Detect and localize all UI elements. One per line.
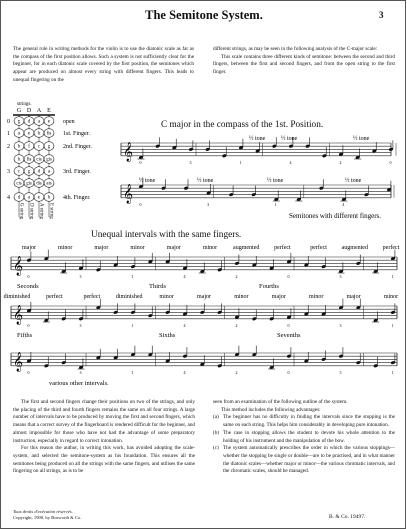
- svg-text:1: 1: [131, 370, 134, 375]
- fingerboard-note: a: [27, 195, 31, 201]
- rights-notice: Tous droits d'exécution réservés.: [13, 509, 73, 514]
- svg-text:0: 0: [27, 323, 30, 328]
- bottom-right-intro: This method includes the following advantages:: [221, 406, 321, 413]
- svg-text:1: 1: [391, 323, 394, 328]
- svg-text:0: 0: [287, 370, 290, 375]
- interval-label: minor: [383, 294, 399, 300]
- svg-text:2: 2: [235, 323, 238, 328]
- finger-label: 4th. Finger.: [63, 195, 91, 201]
- interval-label: diminished: [3, 294, 31, 300]
- intervals-staff-1: [9, 242, 399, 290]
- svg-text:3: 3: [339, 370, 342, 375]
- list-item: (a) The beginner has no difficulty in finding the intervals since the stopping is the same on each string. This helps him considerably in developing pure intonation.: [213, 414, 395, 429]
- fingerboard-note: d: [17, 195, 21, 201]
- fingerboard-note: cis: [16, 181, 22, 187]
- svg-text:0: 0: [27, 370, 30, 375]
- fingerboard-note: b: [17, 144, 21, 150]
- interval-label: minor: [202, 245, 218, 251]
- half-tone-label: ½ tone: [281, 136, 298, 142]
- finger-number: 2: [7, 144, 10, 150]
- finger-number: 3: [7, 169, 10, 175]
- svg-text:3: 3: [339, 323, 342, 328]
- interval-label: major: [271, 294, 286, 300]
- interval-name: Fourths: [259, 283, 279, 290]
- svg-text:4: 4: [289, 160, 292, 165]
- svg-text:3: 3: [189, 160, 192, 165]
- fingerboard-note: d: [27, 119, 31, 125]
- bottom-left-text: [13, 399, 195, 476]
- treble-clef: 𝄞: [13, 256, 24, 275]
- svg-text:0: 0: [139, 202, 142, 207]
- svg-text:0: 0: [139, 160, 142, 165]
- bottom-right-line: seen from an examination of the following outline of the system.: [213, 399, 348, 405]
- fingerboard-note: c: [17, 169, 21, 175]
- advantages-list: [213, 414, 395, 476]
- interval-name: Sixths: [159, 332, 176, 339]
- unequal-heading: Unequal intervals with the same fingers.: [91, 230, 242, 240]
- intervals-staff-3: [9, 341, 399, 387]
- treble-clef: 𝄞: [13, 352, 24, 371]
- interval-label: minor: [159, 294, 174, 300]
- fingerboard-note: e: [37, 195, 41, 201]
- fingerboard-note: d: [37, 169, 41, 175]
- half-tone-label: ½ tone: [139, 178, 156, 184]
- interval-name: various other intervals.: [49, 380, 109, 387]
- fingerboard-note: dis: [36, 181, 42, 187]
- string-name: D: [26, 108, 32, 114]
- finger-label: 3rd. Finger.: [63, 169, 91, 175]
- svg-text:0: 0: [27, 274, 30, 279]
- finger-number: 0: [7, 119, 10, 125]
- semitones-staff: [119, 177, 397, 220]
- svg-text:0: 0: [287, 274, 290, 279]
- svg-text:0: 0: [287, 323, 290, 328]
- fingerboard-note: cis: [36, 157, 42, 163]
- string-name: G: [16, 108, 22, 114]
- fingerboard-note: gis: [26, 181, 32, 187]
- svg-text:4: 4: [183, 370, 186, 375]
- string-caption: G string: [18, 203, 24, 220]
- svg-text:4: 4: [183, 323, 186, 328]
- intervals-staff-2: [3, 291, 399, 339]
- finger-number: 4: [7, 195, 10, 201]
- intro-left-text: The general rule in writing methods for the violin is to use the diatonic scale as far as the compass of the first position allows. Such a system is not sufficiently clear for the beginner, for in each diatonic scale covered by the first position, the semitones which appear are produced on almost every string with different fingers. This leads to unequal fingering on the: [13, 46, 194, 83]
- fingerboard-note: a: [17, 131, 21, 137]
- finger-label: open: [63, 119, 75, 125]
- svg-text:2: 2: [235, 274, 238, 279]
- interval-label: minor: [309, 294, 324, 300]
- fingerboard-note: gis: [46, 157, 52, 163]
- svg-text:1: 1: [274, 202, 277, 207]
- fingerboard-note: g: [47, 144, 51, 150]
- fingerboard-note: a: [37, 119, 41, 125]
- intro-right-text: [213, 46, 395, 77]
- half-tone-label: ½ tone: [345, 178, 362, 184]
- treble-clef: 𝄞: [13, 305, 24, 324]
- fingerboard-note: ais: [46, 181, 52, 187]
- svg-text:3: 3: [79, 323, 82, 328]
- fingerboard-note: e: [27, 131, 31, 137]
- interval-label: minor: [58, 245, 73, 251]
- finger-label: 2nd. Finger.: [63, 144, 92, 150]
- string-name: A: [36, 108, 42, 114]
- svg-text:3: 3: [207, 202, 210, 207]
- interval-label: diminished: [115, 294, 143, 300]
- svg-text:2: 2: [235, 370, 238, 375]
- fingerboard-note: a: [47, 169, 51, 175]
- fingerboard-note: h: [47, 195, 51, 201]
- interval-label: major: [94, 245, 109, 251]
- semitones-heading: Semitones with different fingers.: [289, 212, 382, 220]
- fingerboard-note: c: [37, 144, 41, 150]
- copyright-notice: Copyright, 1900, by Bosworth & Co.: [13, 515, 82, 520]
- interval-name: Fifths: [17, 332, 33, 339]
- interval-label: perfect: [274, 245, 291, 251]
- interval-name: Seconds: [17, 283, 39, 290]
- interval-label: augmented: [233, 245, 260, 251]
- interval-label: major: [346, 294, 361, 300]
- interval-label: perfect: [310, 245, 327, 251]
- svg-text:3: 3: [79, 274, 82, 279]
- interval-label: perfect: [83, 294, 101, 300]
- page-title: The Semitone System.: [145, 8, 263, 22]
- string-name: E: [47, 108, 51, 114]
- interval-name: Sevenths: [277, 332, 301, 339]
- svg-text:0: 0: [389, 160, 392, 165]
- c-major-heading: C major in the compass of the 1st. Position.: [161, 120, 324, 130]
- svg-text:1: 1: [391, 274, 394, 279]
- finger-number: 1: [7, 131, 10, 137]
- treble-clef: 𝄞: [123, 142, 134, 161]
- fingerboard-note: h: [17, 157, 21, 163]
- half-tone-label: ½ tone: [353, 136, 370, 142]
- string-caption: E string: [48, 203, 54, 219]
- svg-text:4: 4: [183, 274, 186, 279]
- page-number: 3: [379, 10, 384, 20]
- fingerboard-note: fis: [26, 157, 32, 163]
- bottom-left-para2: For this reason the author, in writing this work, has avoided adopting the scale-system, and selected the semitone-system as his foundation. This ensures all the semitones being produced on all the strings with the same fingers, and utilises the same fingering on all strings, as is to be: [13, 445, 195, 475]
- svg-text:1: 1: [391, 370, 394, 375]
- interval-name: Thirds: [149, 283, 166, 290]
- c-major-staff: [119, 131, 397, 175]
- svg-text:1: 1: [131, 274, 134, 279]
- treble-clef: 𝄞: [123, 184, 134, 203]
- finger-label: 1st. Finger.: [63, 131, 90, 137]
- interval-label: minor: [234, 294, 249, 300]
- string-caption: D string: [28, 203, 34, 220]
- fingerboard-note: g: [27, 169, 31, 175]
- interval-label: perfect: [46, 294, 63, 300]
- strings-label: strings.: [17, 102, 32, 107]
- interval-label: minor: [130, 245, 145, 251]
- intro-right-para: This scale contains three different kinds of semitone: between the second and third fingers, between the first and second fingers, and from the open string to the first finger.: [213, 53, 395, 76]
- half-tone-label: ½ tone: [249, 136, 266, 142]
- fingerboard-note: fis: [46, 131, 52, 137]
- svg-text:4: 4: [342, 202, 345, 207]
- interval-label: augmented: [341, 245, 368, 251]
- svg-text:2: 2: [339, 160, 342, 165]
- bottom-right-text: [213, 399, 395, 476]
- fingerboard-note: e: [47, 119, 51, 125]
- interval-label: major: [197, 294, 211, 300]
- svg-text:3: 3: [339, 274, 342, 279]
- half-tone-label: ½ tone: [267, 178, 284, 184]
- svg-text:3: 3: [79, 370, 82, 375]
- list-item: (c) The system automatically prescribes the order in which the various stoppings—whether the stopping be single or double—are to be practised, and in what manner the diatonic scales—whether major or minor—the various chromatic intervals, and the chromatic scales, should be managed.: [213, 445, 395, 475]
- intro-right-line: different strings, as may be seen in the following analysis of the C-major scale:: [213, 46, 378, 52]
- fingerboard-diagram: [3, 99, 119, 249]
- interval-label: major: [166, 245, 181, 251]
- fingerboard-note: f: [28, 144, 30, 150]
- half-tone-label: ½ tone: [197, 178, 214, 184]
- string-caption: A string: [38, 203, 44, 219]
- plate-number: B. & Co. 19497.: [329, 514, 366, 520]
- interval-label: major: [22, 245, 36, 251]
- svg-text:1: 1: [239, 160, 242, 165]
- bottom-left-para1: The first and second fingers change their positions on two of the strings, and only the placing of the third and fourth fingers remains the same on all four strings. A large number of intervals have to be produced by moving the first and second fingers, which means that a correct survey of the fingerboard is rendered difficult for the beginner, and almost impossible for those who have not had the advantage of some preparatory instruction, especially in regard to correct intonation.: [13, 399, 195, 444]
- list-item: (b) The case in stopping allows the student to devote his whole attention to the holding of his instrument and the manipulation of the bow.: [213, 429, 395, 444]
- svg-text:1: 1: [131, 323, 134, 328]
- fingerboard-note: h: [37, 131, 41, 137]
- interval-label: perfect: [382, 245, 400, 251]
- footer-left: [13, 509, 81, 521]
- fingerboard-note: g: [17, 119, 21, 125]
